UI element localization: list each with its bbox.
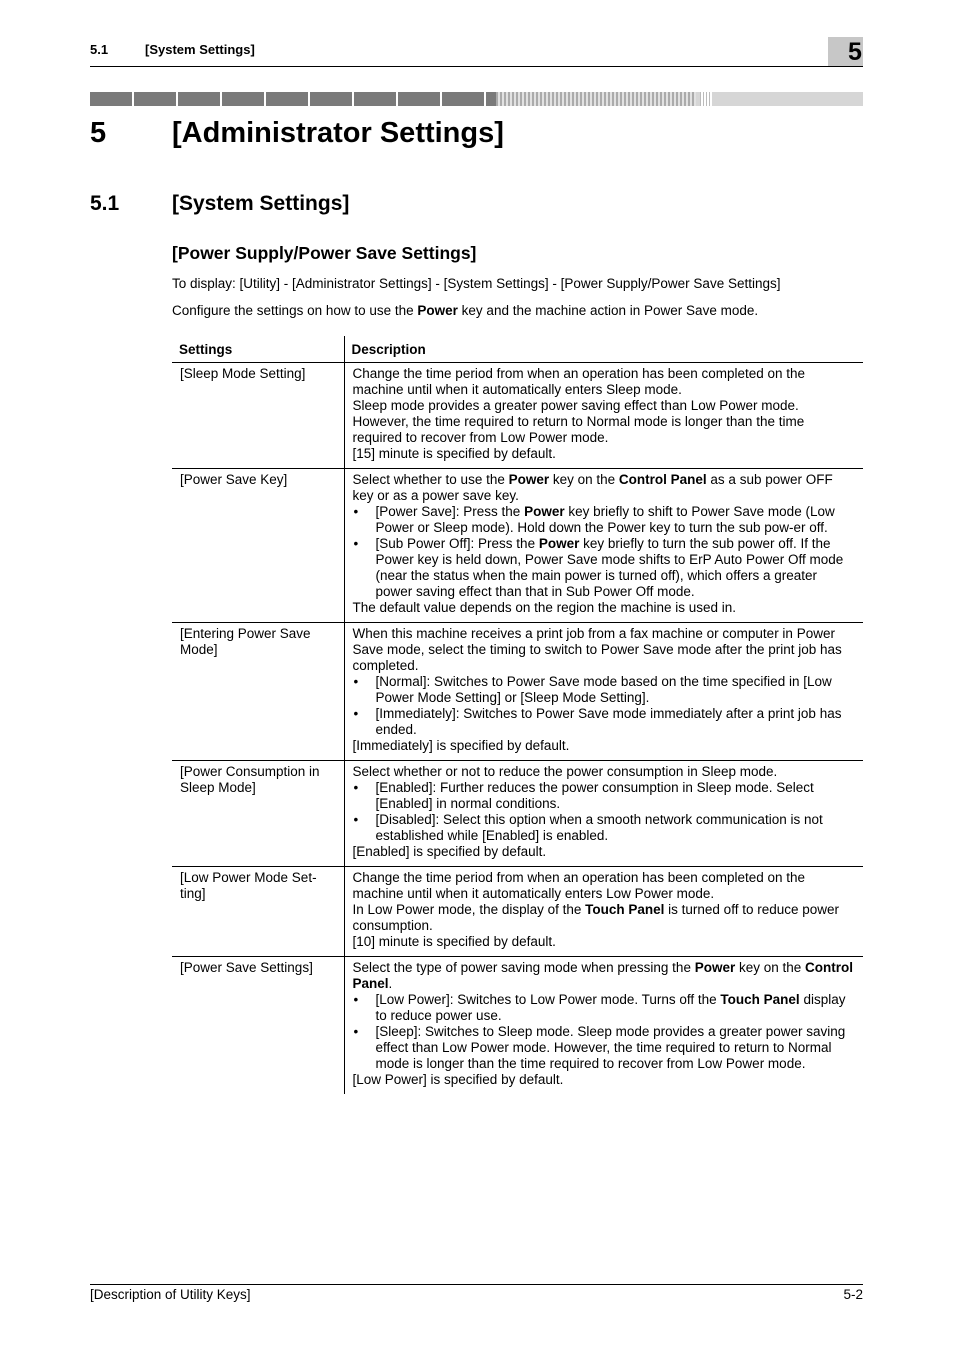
setting-name: [Entering Power Save Mode] bbox=[172, 622, 344, 760]
chapter-title-number: 5 bbox=[90, 117, 107, 149]
table-row bbox=[172, 362, 863, 468]
display-path-text: To display: [Utility] - [Administrator Settings] - [System Settings] - [Power Supply/Power Save Settings] bbox=[172, 276, 781, 291]
setting-description: Change the time period from when an operation has been completed on the machine until when it automatically enters Low Power mode. In Low Power mode, the display of the Touch Panel is turned off to reduce power consumption. [10] minute is specified by default. bbox=[344, 866, 863, 956]
table-row bbox=[172, 866, 863, 956]
chapter-title-text: [Administrator Settings] bbox=[172, 117, 504, 149]
setting-name: [Sleep Mode Setting] bbox=[172, 362, 344, 468]
list-item: • [Enabled]: Further reduces the power consumption in Sleep mode. Select [Enabled] in normal conditions. bbox=[353, 780, 856, 812]
list-item: • [Normal]: Switches to Power Save mode based on the time specified in [Low Power Mode Setting] or [Sleep Mode Setting]. bbox=[353, 674, 856, 706]
section-title-number: 5.1 bbox=[90, 192, 120, 215]
list-item: • [Power Save]: Press the Power key briefly to shift to Power Save mode (Low Power or Sleep mode). Hold down the Power key to turn the sub pow-er off. bbox=[353, 504, 856, 536]
power-key-label: Power bbox=[417, 303, 458, 318]
setting-description: Select the type of power saving mode when pressing the Power key on the Control Panel. • [Low Power]: Switches to Low Power mode. Turns off the Touch Panel display to reduce power use. • [Sleep]: Switches to Sleep mode. Sleep mode provides a greater power saving effect than Low Power mode. However, the time required to return to Normal mode is longer than the time required to recover from Low Power mode. [Low Power] is specified by default. bbox=[344, 956, 863, 1094]
setting-description: Select whether or not to reduce the power consumption in Sleep mode. • [Enabled]: Further reduces the power consumption in Sleep mode. Select [Enabled] in normal conditions. • [Disabled]: Select this option when a smooth network communication is not established while [Enabled] is enabled. [Enabled] is specified by default. bbox=[344, 760, 863, 866]
running-header bbox=[90, 42, 255, 57]
table-row bbox=[172, 468, 863, 622]
section-title bbox=[90, 192, 349, 216]
section-title-text: [System Settings] bbox=[172, 192, 350, 215]
table-row bbox=[172, 956, 863, 1094]
setting-name: [Power Save Settings] bbox=[172, 956, 344, 1094]
setting-name: [Low Power Mode Set-ting] bbox=[172, 866, 344, 956]
table-row bbox=[172, 760, 863, 866]
list-item: • [Immediately]: Switches to Power Save mode immediately after a print job has ended. bbox=[353, 706, 856, 738]
chapter-tab-number: 5 bbox=[848, 38, 862, 66]
header-rule bbox=[90, 66, 863, 67]
setting-description: When this machine receives a print job from a fax machine or computer in Power Save mode, select the timing to switch to Power Save mode after the print job has completed. • [Normal]: Switches to Power Save mode based on the time specified in [Low Power Mode Setting] or [Sleep Mode Setting]. • [Immediately]: Switches to Power Save mode immediately after a print job has ended. [Immediately] is specified by default. bbox=[344, 622, 863, 760]
footer-rule bbox=[90, 1284, 863, 1285]
setting-description: Select whether to use the Power key on the Control Panel as a sub power OFF key or as a power save key. • [Power Save]: Press the Power key briefly to shift to Power Save mode (Low Power or Sleep mode). Hold down the Power key to turn the sub pow-er off. • [Sub Power Off]: Press the Power key briefly to turn the sub power off. If the Power key is held down, Power Save mode shifts to ErP Auto Power Off mode (near the status when the main power is turned off), which offers a greater power saving effect than that in Sub Power Off mode. The default value depends on the region the machine is used in. bbox=[344, 468, 863, 622]
footer-title: [Description of Utility Keys] bbox=[90, 1287, 251, 1302]
column-header-settings: Settings bbox=[172, 336, 344, 362]
decorative-gradient-bar bbox=[90, 92, 863, 106]
configure-text: Configure the settings on how to use the Power key and the machine action in Power Save mode. bbox=[172, 303, 759, 318]
column-header-description: Description bbox=[344, 336, 863, 362]
setting-description: Change the time period from when an operation has been completed on the machine until when it automatically enters Sleep mode. Sleep mode provides a greater power saving effect than Low Power mode. However, the time required to return to Normal mode is longer than the time required to recover from Low Power mode. [15] minute is specified by default. bbox=[344, 362, 863, 468]
page-number: 5-2 bbox=[843, 1287, 863, 1302]
table-row bbox=[172, 622, 863, 760]
setting-name: [Power Consumption in Sleep Mode] bbox=[172, 760, 344, 866]
list-item: • [Low Power]: Switches to Low Power mode. Turns off the Touch Panel display to reduce power use. bbox=[353, 992, 856, 1024]
list-item: • [Disabled]: Select this option when a smooth network communication is not established while [Enabled] is enabled. bbox=[353, 812, 856, 844]
chapter-title bbox=[90, 117, 504, 150]
settings-table bbox=[172, 336, 863, 1094]
setting-name: [Power Save Key] bbox=[172, 468, 344, 622]
running-header-section-number: 5.1 bbox=[90, 42, 109, 57]
subsection-title: [Power Supply/Power Save Settings] bbox=[172, 243, 477, 263]
list-item: • [Sub Power Off]: Press the Power key briefly to turn the sub power off. If the Power key is held down, Power Save mode shifts to ErP Auto Power Off mode (near the status when the main power is turned off), which offers a greater power saving effect than that in Sub Power Off mode. bbox=[353, 536, 856, 600]
list-item: • [Sleep]: Switches to Sleep mode. Sleep mode provides a greater power saving effect than Low Power mode. However, the time required to return to Normal mode is longer than the time required to recover from Low Power mode. bbox=[353, 1024, 856, 1072]
running-header-section-title: [System Settings] bbox=[145, 42, 255, 57]
table-header-row bbox=[172, 336, 863, 362]
